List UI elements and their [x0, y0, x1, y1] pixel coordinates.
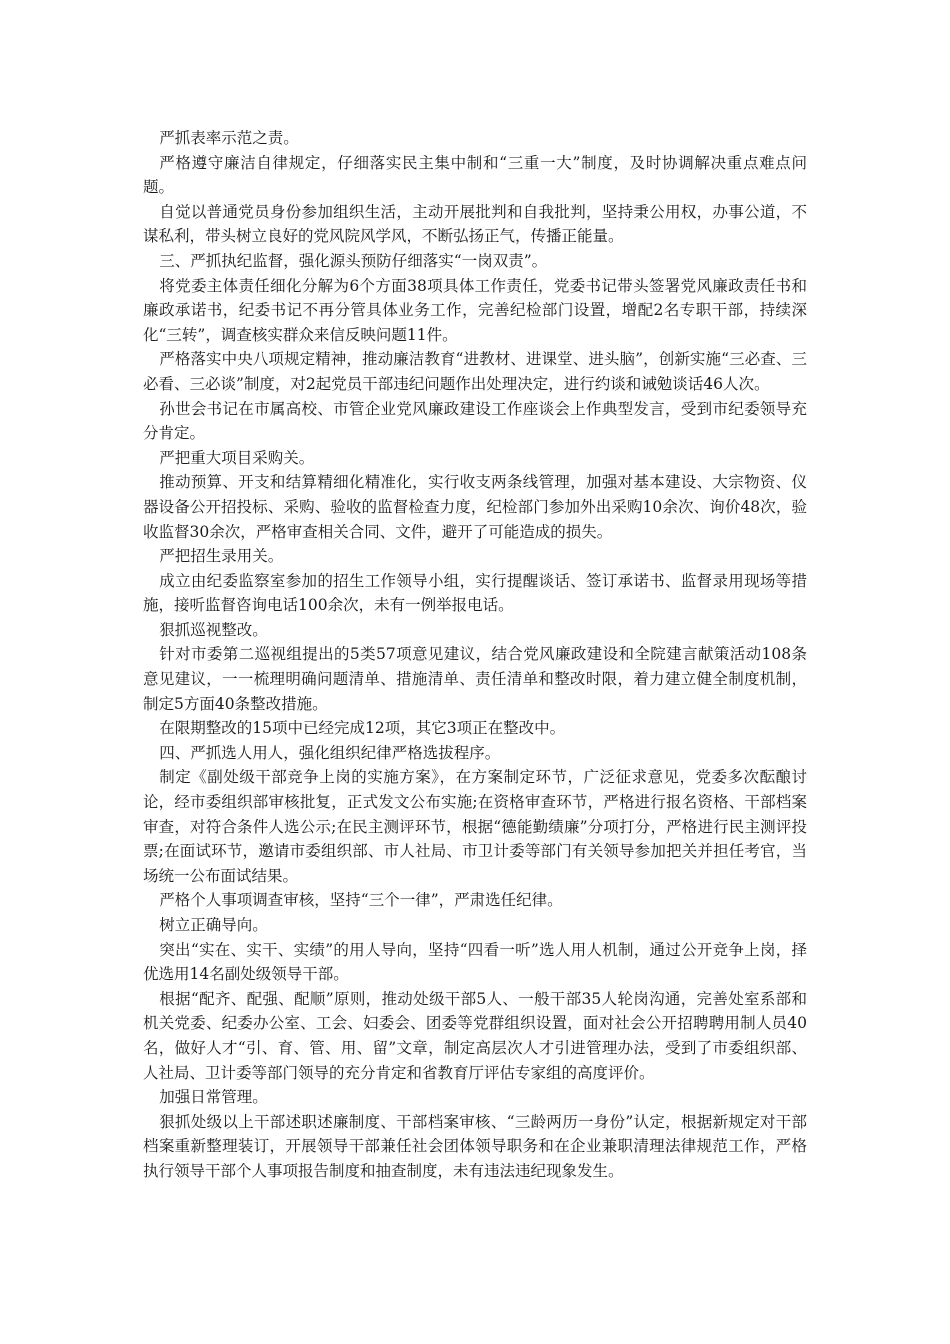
- subheading: 严把重大项目采购关。: [159, 448, 315, 467]
- paragraph: 成立由纪委监察室参加的招生工作领导小组，实行提醒谈话、签订承诺书、监督录用现场等措施，接听监督咨询电话100余次，未有一例举报电话。: [143, 571, 807, 615]
- paragraph: 严格个人事项调查审核，坚持“三个一律”，严肃选任纪律。: [159, 891, 563, 910]
- paragraph: 狠抓处级以上干部述职述廉制度、干部档案审核、“三龄两历一身份”认定，根据新规定对干部档案重新整理装订，开展领导干部兼任社会团体领导职务和在企业兼职清理法律规范工作，严格执行领导干部个人事项报告制度和抽查制度，未有违法违纪现象发生。: [143, 1112, 807, 1180]
- document-body: [143, 126, 807, 1184]
- paragraph: 严抓表率示范之责。: [159, 129, 299, 147]
- section-heading: 三、严抓执纪监督，强化源头预防仔细落实“一岗双责”。: [159, 251, 548, 270]
- subheading: 严把招生录用关。: [159, 547, 284, 566]
- paragraph: 孙世会书记在市属高校、市管企业党风廉政建设工作座谈会上作典型发言，受到市纪委领导充分肯定。: [143, 399, 807, 443]
- paragraph: 根据“配齐、配强、配顺”原则，推动处级干部5人、一般干部35人轮岗沟通，完善处室系部和机关党委、纪委办公室、工会、妇委会、团委等党群组织设置，面对社会公开招聘聘用制人员40名，做好人才“引、育、管、用、留”文章，制定高层次人才引进管理办法，受到了市委组织部、人社局、卫计委等部门领导的充分肯定和省教育厅评估专家组的高度评价。: [143, 989, 807, 1082]
- paragraph: 将党委主体责任细化分解为6个方面38项具体工作责任，党委书记带头签署党风廉政责任书和廉政承诺书，纪委书记不再分管具体业务工作，完善纪检部门设置，增配2名专职干部，持续深化“三转”，调查核实群众来信反映问题11件。: [143, 276, 807, 344]
- paragraph: 推动预算、开支和结算精细化精准化，实行收支两条线管理，加强对基本建设、大宗物资、仪器设备公开招投标、采购、验收的监督检查力度，纪检部门参加外出采购10余次、询价48次，验收监督30余次，严格审查相关合同、文件，避开了可能造成的损失。: [143, 473, 807, 541]
- paragraph: 在限期整改的15项中已经完成12项，其它3项正在整改中。: [159, 719, 566, 738]
- paragraph: 严格落实中央八项规定精神，推动廉洁教育“进教材、进课堂、进头脑”，创新实施“三必查、三必看、三必谈”制度，对2起党员干部违纪问题作出处理决定，进行约谈和诫勉谈话46人次。: [143, 350, 807, 393]
- paragraph: 严格遵守廉洁自律规定，仔细落实民主集中制和“三重一大”制度，及时协调解决重点难点问题。: [143, 153, 807, 197]
- subheading: 加强日常管理。: [159, 1088, 268, 1107]
- paragraph: 自觉以普通党员身份参加组织生活，主动开展批判和自我批判，坚持秉公用权，办事公道，不谋私利，带头树立良好的党风院风学风，不断弘扬正气，传播正能量。: [143, 202, 807, 246]
- section-heading: 四、严抓选人用人，强化组织纪律严格选拔程序。: [159, 743, 501, 762]
- subheading: 树立正确导向。: [159, 916, 268, 934]
- paragraph: 针对市委第二巡视组提出的5类57项意见建议，结合党风廉政建设和全院建言献策活动108条意见建议，一一梳理明确问题清单、措施清单、责任清单和整改时限，着力建立健全制度机制，制定5方面40条整改措施。: [143, 645, 807, 713]
- paragraph: 突出“实在、实干、实绩”的用人导向，坚持“四看一听”选人用人机制，通过公开竞争上岗，择优选用14名副处级领导干部。: [143, 940, 807, 984]
- subheading: 狠抓巡视整改。: [159, 620, 268, 639]
- paragraph: 制定《副处级干部竞争上岗的实施方案》，在方案制定环节，广泛征求意见，党委多次酝酿讨论，经市委组织部审核批复，正式发文公布实施;在资格审查环节，严格进行报名资格、干部档案审查，对符合条件人选公示;在民主测评环节，根据“德能勤绩廉”分项打分，严格进行民主测评投票;在面试环节，邀请市委组织部、市人社局、市卫计委等部门有关领导参加把关并担任考官，当场统一公布面试结果。: [143, 768, 807, 885]
